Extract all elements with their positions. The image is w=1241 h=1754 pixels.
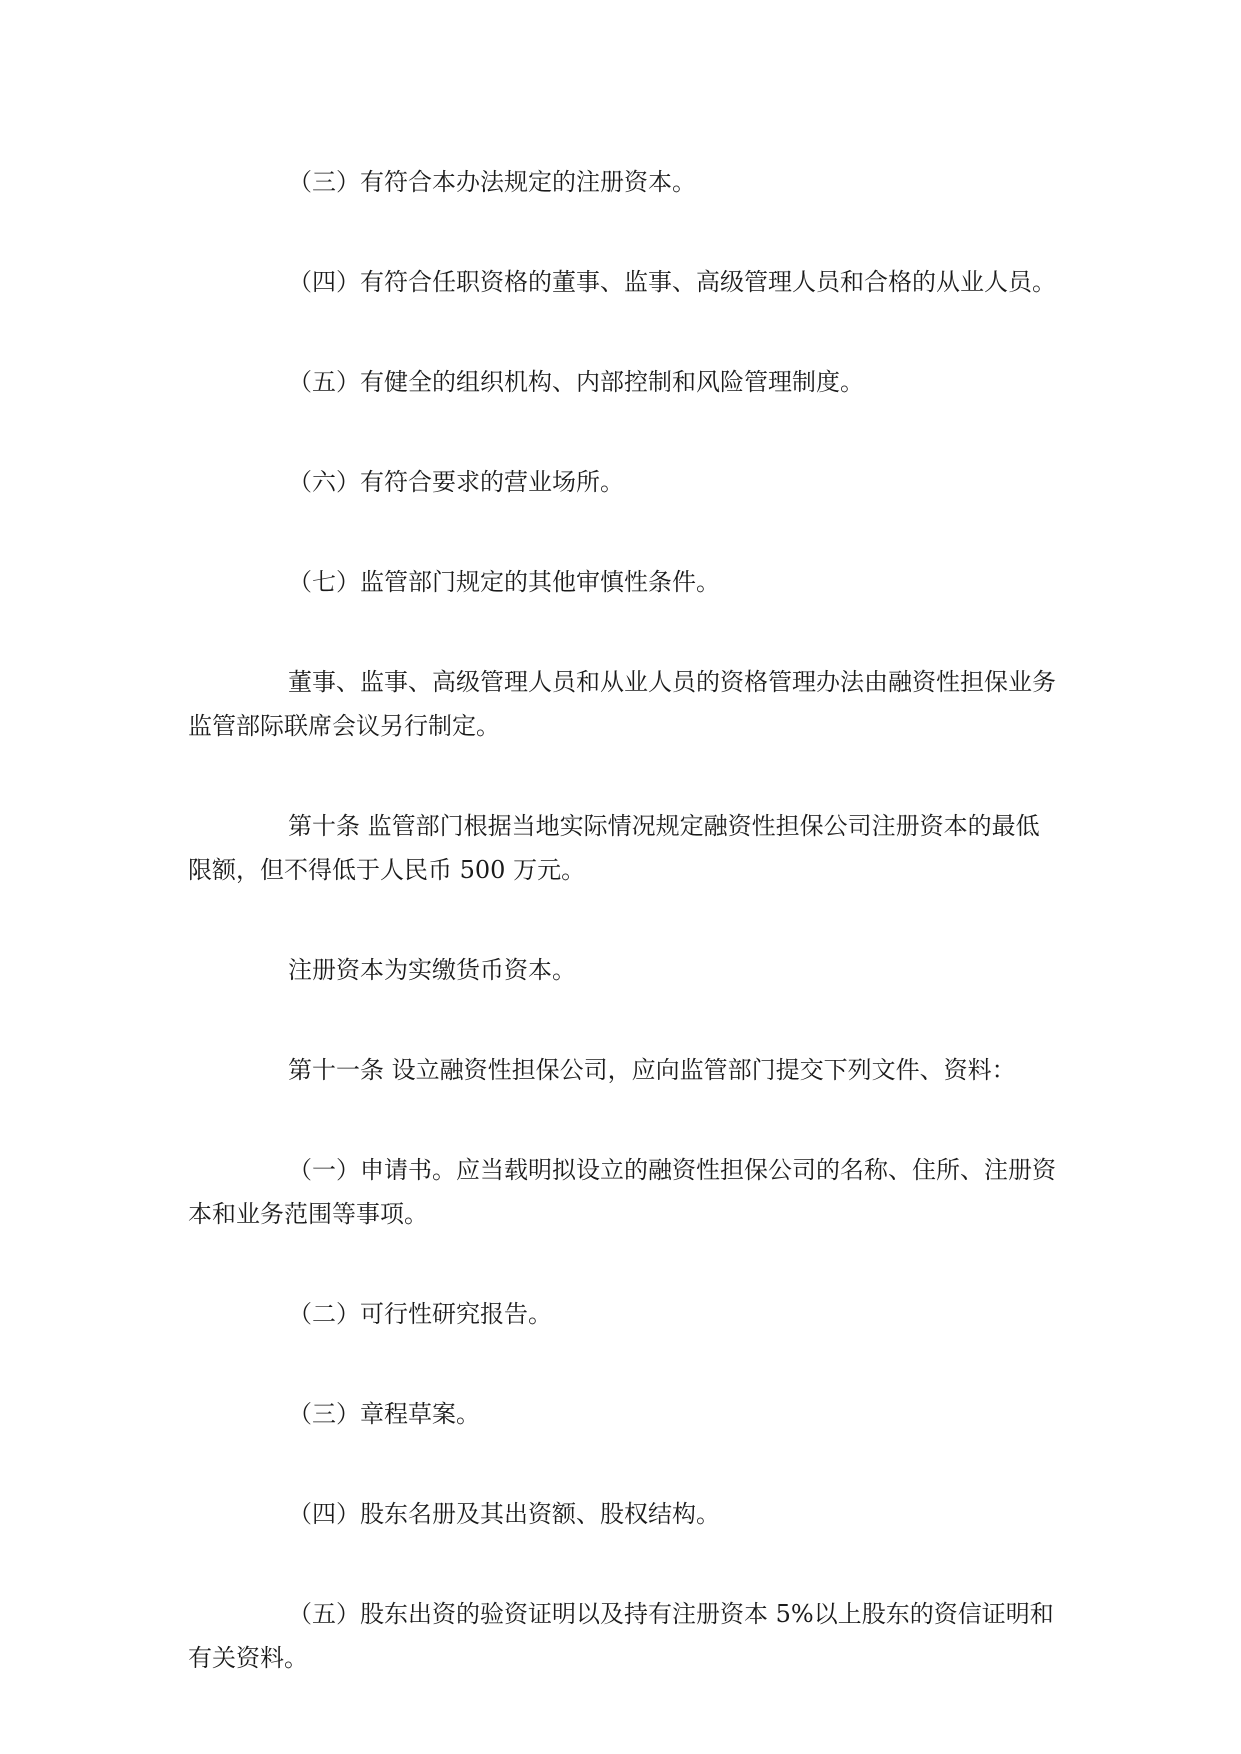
paragraph-req-5: （五）有健全的组织机构、内部控制和风险管理制度。 [288,368,864,396]
paragraph-doc-3: （三）章程草案。 [288,1400,480,1428]
paragraph-article-10: 第十条 监管部门根据当地实际情况规定融资性担保公司注册资本的最低限额，但不得低于人民币 500 万元。 [188,812,1040,884]
paragraph-paid-in-capital: 注册资本为实缴货币资本。 [288,956,576,984]
paragraph-req-7: （七）监管部门规定的其他审慎性条件。 [288,568,720,596]
paragraph-doc-2: （二）可行性研究报告。 [288,1300,552,1328]
paragraph-qualification-rules: 董事、监事、高级管理人员和从业人员的资格管理办法由融资性担保业务监管部际联席会议另行制定。 [188,668,1056,740]
paragraph-article-11: 第十一条 设立融资性担保公司，应向监管部门提交下列文件、资料： [288,1056,1016,1084]
document-body [188,160,1056,1680]
paragraph-doc-4: （四）股东名册及其出资额、股权结构。 [288,1500,720,1528]
paragraph-req-3: （三）有符合本办法规定的注册资本。 [288,168,696,196]
paragraph-doc-5: （五）股东出资的验资证明以及持有注册资本 5%以上股东的资信证明和有关资料。 [188,1600,1054,1672]
paragraph-req-6: （六）有符合要求的营业场所。 [288,468,624,496]
paragraph-req-4: （四）有符合任职资格的董事、监事、高级管理人员和合格的从业人员。 [288,268,1056,296]
paragraph-doc-1: （一）申请书。应当载明拟设立的融资性担保公司的名称、住所、注册资本和业务范围等事项。 [188,1156,1056,1228]
